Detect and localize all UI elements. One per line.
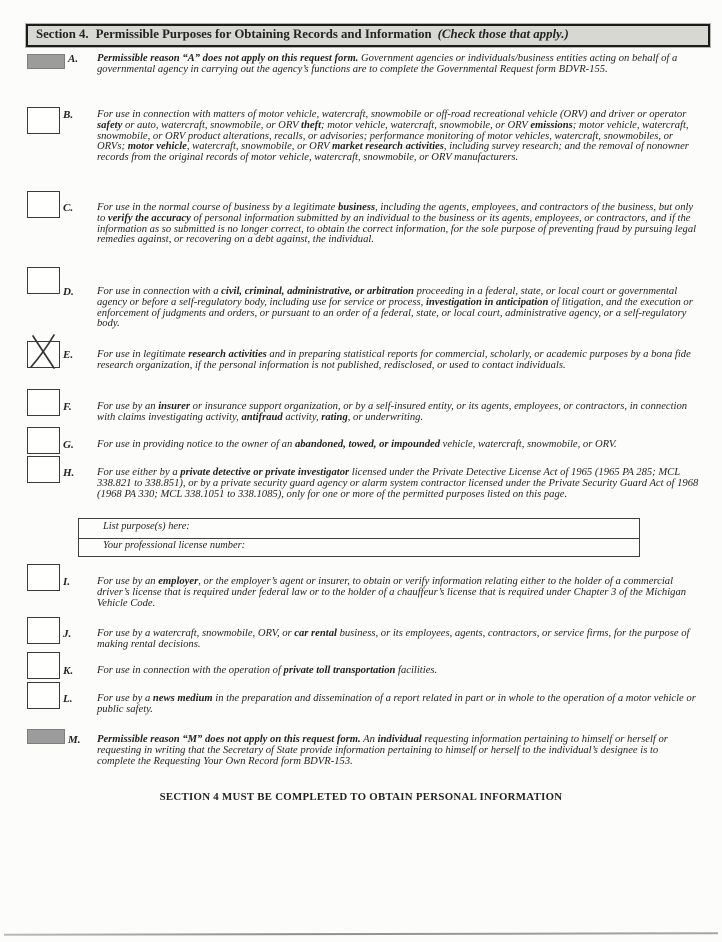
item-a-letter: A.	[68, 53, 79, 65]
x-mark-icon	[26, 332, 62, 376]
page-bottom-scan-line	[4, 932, 718, 935]
item-a-text: Permissible reason “A” does not apply on this request form. Government agencies or individuals/business entities acting on behalf of a governmental agency in carrying out the agency’s functions are to complete the Governmental Request form BDVR-155.	[97, 53, 678, 75]
item-k-letter: K.	[63, 665, 74, 677]
item-b-letter: B.	[63, 109, 74, 121]
list-purposes-field[interactable]	[79, 519, 639, 539]
item-i	[27, 577, 699, 609]
license-number-field[interactable]	[79, 539, 639, 556]
section-label: Section 4.	[36, 27, 89, 41]
item-h-letter: H.	[63, 467, 75, 479]
checkbox-i[interactable]	[27, 564, 60, 591]
item-l-text: For use by a news medium in the preparation and dissemination of a report related in part or in whole to the operation of a motor vehicle or public safety.	[97, 693, 696, 715]
checkbox-b[interactable]	[27, 107, 60, 134]
item-d-text: For use in connection with a civil, criminal, administrative, or arbitration proceeding in a federal, state, or local court or governmental agency or before a self-regulatory body, including use for service or process, investigation in anticipation of litigation, and the execution or enforcement of judgments and orders, or pursuant to an order of a federal, state, or local court, administrative agency, or a self-regulatory body.	[97, 286, 693, 330]
item-d	[27, 287, 699, 330]
checkbox-l[interactable]	[27, 682, 60, 709]
item-l	[27, 694, 699, 716]
item-f-text: For use by an insurer or insurance support organization, or by a self-insured entity, or its agents, employees, or contractors, in connection with claims investigating activity, antifraud activity, rating, or underwriting.	[97, 401, 688, 423]
item-e-letter: E.	[63, 349, 74, 361]
item-h	[27, 468, 699, 557]
section-note: (Check those that apply.)	[437, 27, 569, 41]
item-f	[27, 402, 699, 424]
item-b	[27, 110, 699, 164]
checkbox-g[interactable]	[27, 427, 60, 454]
item-i-letter: I.	[63, 576, 71, 588]
checkbox-f[interactable]	[27, 389, 60, 416]
item-i-text: For use by an employer, or the employer’s agent or insurer, to obtain or verify information relating either to the holder of a commercial driver’s license that is required under federal law or to the holder of a chauffeur’s license that is required under Chapter 3 of the Michigan Vehicle Code.	[97, 576, 687, 609]
item-m-text: Permissible reason “M” does not apply on this request form. An individual requesting information pertaining to himself or herself or requesting in writing that the Secretary of State provide information pertaining to himself or herself to the individual’s designee is to complete the Requesting Your Own Record form BDVR-153.	[97, 734, 668, 767]
item-c-letter: C.	[63, 202, 74, 214]
item-f-letter: F.	[63, 401, 72, 413]
list-purposes-label: List purpose(s) here:	[103, 521, 190, 533]
item-k	[27, 666, 699, 679]
checkbox-k[interactable]	[27, 652, 60, 679]
section-4-header	[26, 24, 710, 47]
item-g	[27, 440, 699, 454]
section-title: Permissible Purposes for Obtaining Records and Information	[95, 27, 432, 41]
item-e	[27, 350, 699, 372]
purpose-fields-box	[78, 518, 640, 557]
item-c	[27, 203, 699, 246]
item-a	[27, 54, 699, 76]
item-m	[27, 735, 699, 767]
item-e-text: For use in legitimate research activities and in preparing statistical reports for commercial, scholarly, or academic purposes by a bona fide research organization, if the personal information is not published, redisclosed, or used to contact individuals.	[97, 349, 691, 371]
item-d-letter: D.	[63, 286, 74, 298]
checkbox-d[interactable]	[27, 267, 60, 294]
item-m-letter: M.	[68, 734, 81, 746]
item-j	[27, 629, 699, 651]
item-j-text: For use by a watercraft, snowmobile, ORV, or car rental business, or its employees, agents, contractors, or service firms, for the purpose of making rental decisions.	[97, 628, 690, 650]
item-l-letter: L.	[63, 693, 73, 705]
item-c-text: For use in the normal course of business by a legitimate business, including the agents, employees, and contractors of the business, but only to verify the accuracy of personal information submitted by an individual to the business or its agents, employees, or contractors, and if the information as so submitted is no longer correct, to obtain the correct information, for the sole purpose of preventing fraud by pursuing legal remedies against, or recovering on a debt against, the individual.	[97, 202, 697, 246]
item-j-letter: J.	[63, 628, 72, 640]
item-h-text: For use either by a private detective or private investigator licensed under the Private Detective License Act of 1965 (1965 PA 285; MCL 338.821 to 338.851), or by a private security guard agency or alarm system contractor licensed under the Private Security Guard Act of 1968 (1968 PA 330; MCL 338.1051 to 338.1085), only for one or more of the permitted purposes listed on this page.	[97, 467, 699, 500]
checkbox-a-not-applicable	[27, 54, 65, 69]
checkbox-j[interactable]	[27, 617, 60, 644]
item-b-text: For use in connection with matters of motor vehicle, watercraft, snowmobile or off-road recreational vehicle (ORV) and driver or operator safety or auto, watercraft, snowmobile, or ORV theft; motor vehicle, watercraft, snowmobile, or ORV emissions; motor vehicle, watercraft, snowmobile, or ORV product alterations, recalls, or advisories; performance monitoring of motor vehicles, watercraft, snowmobiles, or ORVs; motor vehicle, watercraft, snowmobile, or ORV market research activities, including survey research; and the removal of nonowner records from the original records of motor vehicle, watercraft, snowmobile, or ORV manufacturers.	[97, 109, 689, 164]
license-number-label: Your professional license number:	[103, 540, 246, 552]
item-g-text: For use in providing notice to the owner of an abandoned, towed, or impounded vehicle, watercraft, snowmobile, or ORV.	[97, 439, 617, 450]
checkbox-e-checked[interactable]	[27, 341, 60, 368]
item-g-letter: G.	[63, 439, 74, 451]
section-4-required-notice: SECTION 4 MUST BE COMPLETED TO OBTAIN PERSONAL INFORMATION	[159, 791, 563, 803]
checkbox-h[interactable]	[27, 456, 60, 483]
item-k-text: For use in connection with the operation of private toll transportation facilities.	[97, 665, 438, 676]
checkbox-m-not-applicable	[27, 729, 65, 744]
checkbox-c[interactable]	[27, 191, 60, 218]
